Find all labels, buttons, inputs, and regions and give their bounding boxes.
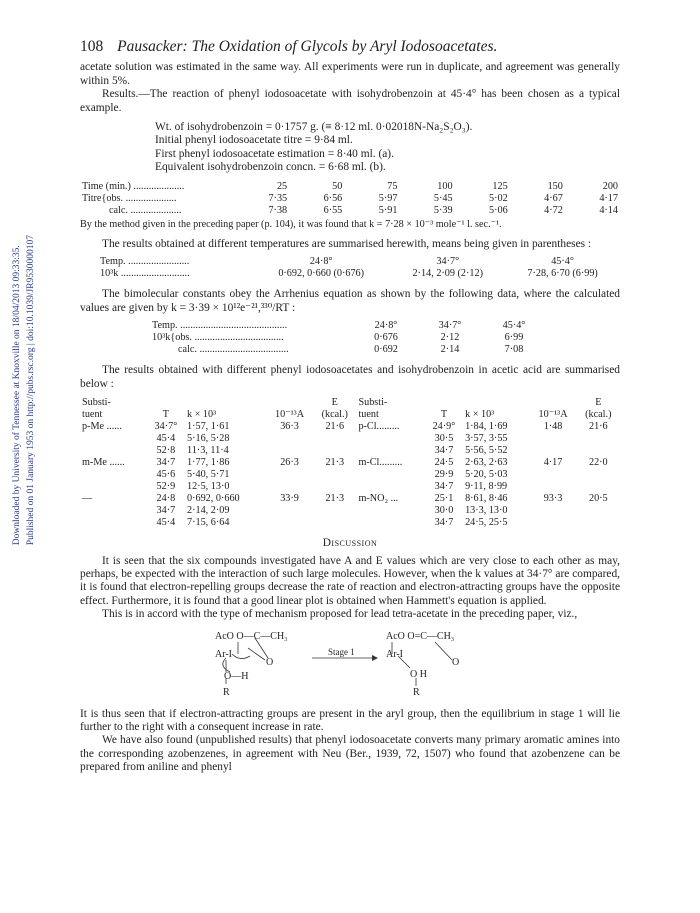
calc-cell: 5·39 bbox=[433, 204, 453, 216]
subst-header-cell: (kcal.) bbox=[585, 409, 612, 421]
arr-calc-label: calc. ................................... bbox=[178, 344, 289, 356]
subst-header-cell: 10⁻¹³A bbox=[538, 409, 568, 421]
subst-cell: 34·7° bbox=[154, 421, 178, 433]
subst-cell bbox=[529, 517, 576, 529]
titre-note: By the method given in the preceding paper (p. 104), it was found that k = 7·28 × 10⁻³ mole⁻¹ l. sec.⁻¹. bbox=[80, 218, 502, 230]
subst-header-top-row bbox=[80, 397, 620, 409]
obs-cell: 4·67 bbox=[544, 192, 563, 204]
time-cell: 125 bbox=[492, 180, 508, 192]
subst-cell: 34·7 bbox=[156, 457, 176, 469]
subst-cell bbox=[529, 505, 576, 517]
subst-cell: 36·3 bbox=[280, 421, 299, 433]
arrhenius-paragraph: The bimolecular constants obey the Arrhenius equation as shown by the following data, where the calculated values are given by k = 3·39 × 10¹²e⁻²¹,³³⁰/RT : bbox=[80, 288, 620, 314]
subst-row bbox=[80, 433, 620, 445]
subst-header-top-cell: E bbox=[595, 397, 602, 409]
calc-cell: 7·38 bbox=[268, 204, 288, 216]
arr-obs-cell: 0·676 bbox=[374, 332, 398, 344]
example-line-4: Equivalent isohydrobenzoin concn. = 6·68 ml. (b). bbox=[155, 161, 386, 174]
subst-cell bbox=[529, 433, 576, 445]
results-paragraph: Results.—The reaction of phenyl iodosoacetate with isohydrobenzoin at 45·4° has been chosen as a typical example. bbox=[80, 88, 620, 114]
subst-cell: 29·9 bbox=[434, 469, 454, 481]
subst-cell: 30·0 bbox=[434, 505, 454, 517]
arr-calc-cell: 2·14 bbox=[440, 344, 460, 356]
watermark-line-2: Published on 01 January 1953 on http://pubs.rsc.org | doi:10.1039/JR9530000107 bbox=[26, 235, 36, 546]
titre-obs-label: Titre{obs. .................... bbox=[82, 192, 177, 204]
k-cell: 7·28, 6·70 (6·99) bbox=[527, 268, 598, 280]
subst-cell: 25·1 bbox=[434, 493, 454, 505]
titre-label: Titre bbox=[82, 192, 102, 204]
scheme-left-top: AcO O—C—CH₃ bbox=[215, 630, 288, 642]
calc-cell: 6·55 bbox=[323, 204, 343, 216]
time-cell: 75 bbox=[387, 180, 398, 192]
arr-obs-row bbox=[150, 332, 546, 344]
time-cell: 100 bbox=[437, 180, 453, 192]
subst-cell: 1·48 bbox=[543, 421, 563, 433]
subst-cell: 34·7 bbox=[156, 505, 176, 517]
arr-k-label: 10³k bbox=[152, 332, 171, 344]
arr-calc-cell: 0·692 bbox=[374, 344, 398, 356]
subst-header-cell: tuent bbox=[358, 409, 379, 421]
obs-cell: 7·35 bbox=[268, 192, 288, 204]
example-line-1: Wt. of isohydrobenzoin = 0·1757 g. (≡ 8·12 ml. 0·02018N-Na₂S₂O₃). bbox=[155, 121, 473, 134]
subst-cell: 1·57, 1·61 bbox=[187, 421, 230, 433]
running-title: Pausacker: The Oxidation of Glycols by Aryl Iodosoacetates. bbox=[117, 38, 498, 55]
subst-row bbox=[80, 445, 620, 457]
subst-cell bbox=[356, 517, 424, 529]
titre-obs-row bbox=[80, 193, 620, 205]
subst-cell bbox=[313, 445, 356, 457]
subst-cell bbox=[313, 469, 356, 481]
subst-cell: m-NO₂ ... bbox=[358, 493, 399, 505]
subst-cell: 8·61, 8·46 bbox=[465, 493, 508, 505]
titre-time-row bbox=[80, 181, 620, 193]
temp-cell: 24·8° bbox=[309, 256, 333, 268]
temp-cell: 45·4° bbox=[551, 256, 574, 268]
arr-obs-label-cell: 10³k{obs. ................................... bbox=[152, 332, 284, 344]
subst-header-top-cell: E bbox=[331, 397, 338, 409]
subst-cell bbox=[313, 517, 356, 529]
subst-row bbox=[80, 457, 620, 469]
arr-calc-row bbox=[150, 344, 546, 356]
subst-row bbox=[80, 421, 620, 433]
arr-obs-label: obs. ................................... bbox=[175, 332, 284, 344]
subst-cell bbox=[577, 505, 620, 517]
subst-row bbox=[80, 469, 620, 481]
arr-obs-cell: 6·99 bbox=[504, 332, 524, 344]
substituent-table bbox=[80, 397, 620, 529]
discussion-paragraph-4: We have also found (unpublished results) that phenyl iodosoacetate converts many primary aromatic amines into the corresponding azobenzenes, in agreement with Neu (Ber., 1939, 72, 1507) who found that azobenzene can be prepared from aniline and phenyl bbox=[80, 734, 620, 774]
subst-cell bbox=[266, 517, 313, 529]
example-block bbox=[155, 121, 620, 175]
subst-cell: 93·3 bbox=[543, 493, 563, 505]
subst-cell: — bbox=[82, 493, 93, 505]
subst-cell bbox=[356, 481, 424, 493]
subst-header-row bbox=[80, 409, 620, 421]
subst-header-top-cell: Substi- bbox=[358, 397, 388, 409]
subst-cell: 20·5 bbox=[588, 493, 608, 505]
arr-temp-cell: 34·7° bbox=[438, 320, 462, 332]
k-row bbox=[80, 268, 620, 280]
subst-header-cell: 10⁻¹³A bbox=[275, 409, 305, 421]
page-content bbox=[80, 40, 620, 775]
subst-cell: 3·57, 3·55 bbox=[465, 433, 508, 445]
calc-cell: 5·91 bbox=[378, 204, 398, 216]
subst-header-top-cell: Substi- bbox=[82, 397, 111, 409]
subst-cell: m-Me ...... bbox=[82, 457, 125, 469]
obs-cell: 4·17 bbox=[599, 192, 618, 204]
subst-header-cell: T bbox=[440, 409, 448, 421]
discussion-paragraph-2: This is in accord with the type of mechanism proposed for lead tetra-acetate in the preceding paper, viz., bbox=[102, 608, 578, 621]
subst-cell: 52·9 bbox=[156, 481, 176, 493]
temp-row bbox=[80, 256, 620, 268]
subst-cell: 22·0 bbox=[588, 457, 608, 469]
subst-header-cell: k × 10³ bbox=[465, 409, 495, 421]
subst-header-top-cell bbox=[529, 397, 576, 409]
scheme-right-top: AcO O=C—CH₃ bbox=[386, 630, 455, 642]
scheme-left-o: O bbox=[266, 656, 274, 668]
subst-cell: 21·3 bbox=[325, 493, 345, 505]
subst-cell bbox=[266, 433, 313, 445]
subst-cell: 12·5, 13·0 bbox=[187, 481, 230, 493]
subst-cell: 21·3 bbox=[325, 457, 345, 469]
subst-cell: 5·20, 5·03 bbox=[465, 469, 508, 481]
subst-cell: p-Me ...... bbox=[82, 421, 122, 433]
subst-cell bbox=[529, 469, 576, 481]
obs-cell: 5·45 bbox=[433, 192, 453, 204]
subst-cell: 24·5, 25·5 bbox=[465, 517, 508, 529]
download-watermark bbox=[10, 235, 38, 545]
time-cell: 25 bbox=[276, 180, 288, 192]
subst-cell bbox=[356, 469, 424, 481]
subst-cell bbox=[577, 445, 620, 457]
time-cell: 50 bbox=[332, 180, 343, 192]
subst-cell: 2·14, 2·09 bbox=[187, 505, 230, 517]
subst-cell bbox=[313, 433, 356, 445]
arr-temp-row bbox=[150, 320, 546, 332]
discussion-paragraph-3: It is thus seen that if electron-attracting groups are present in the aryl group, then the equilibrium in stage 1 will lie further to the right with a consequent increase in rate. bbox=[80, 707, 620, 733]
subst-cell bbox=[313, 505, 356, 517]
subst-cell bbox=[577, 469, 620, 481]
subst-header-top-cell bbox=[147, 397, 185, 409]
subst-cell: 21·6 bbox=[588, 421, 608, 433]
subst-cell bbox=[577, 481, 620, 493]
subst-cell: 5·40, 5·71 bbox=[187, 469, 230, 481]
subst-cell bbox=[356, 433, 424, 445]
summary-paragraph: The results obtained with different phenyl iodosoacetates and isohydrobenzoin in acetic acid are summarised below : bbox=[80, 364, 620, 390]
time-cell: 200 bbox=[602, 180, 618, 192]
subst-cell: p-Cl......... bbox=[358, 421, 400, 433]
subst-cell bbox=[266, 505, 313, 517]
temp-label: Temp. ........................ bbox=[100, 256, 190, 268]
subst-row bbox=[80, 505, 620, 517]
subst-header-cell: (kcal.) bbox=[321, 409, 348, 421]
subst-cell bbox=[529, 445, 576, 457]
scheme-stage-label: Stage 1 bbox=[328, 646, 355, 657]
subst-cell: m-Cl......... bbox=[358, 457, 403, 469]
subst-cell: 52·8 bbox=[156, 445, 176, 457]
temperature-table bbox=[80, 256, 620, 280]
subst-cell bbox=[313, 481, 356, 493]
subst-cell bbox=[577, 433, 620, 445]
subst-cell: 2·63, 2·63 bbox=[465, 457, 508, 469]
subst-cell: 9·11, 8·99 bbox=[465, 481, 508, 493]
k-cell: 2·14, 2·09 (2·12) bbox=[412, 268, 483, 280]
temp-cell: 34·7° bbox=[436, 256, 460, 268]
subst-cell: 1·77, 1·86 bbox=[187, 457, 230, 469]
scheme-right-oh: O H bbox=[410, 668, 427, 680]
obs-cell: 5·97 bbox=[378, 192, 398, 204]
page-number: 108 bbox=[80, 38, 104, 55]
subst-cell: 45·6 bbox=[156, 469, 176, 481]
discussion-paragraph-1: It is seen that the six compounds investigated have A and E values which are very close to each other as may, perhaps, be expected with the interaction of such large molecules. However, when the k values at 34·7° are compared, it is found that electron-repelling groups decrease the rate of reaction and electron-attracting groups have the opposite effect. Furthermore, it is found that a good linear plot is obtained when Hammett's equation is applied. bbox=[80, 554, 620, 607]
arr-temp-label: Temp. .......................................... bbox=[152, 320, 288, 332]
obs-cell: 6·56 bbox=[323, 192, 343, 204]
titre-table bbox=[80, 181, 620, 217]
subst-cell bbox=[80, 433, 147, 445]
subst-row bbox=[80, 493, 620, 505]
subst-cell: 11·3, 11·4 bbox=[187, 445, 229, 457]
discussion-heading: Discussion bbox=[322, 537, 378, 550]
subst-cell: 34·7 bbox=[434, 445, 454, 457]
titre-calc-row bbox=[80, 205, 620, 217]
calc-label: calc. .................... bbox=[109, 204, 182, 216]
subst-cell: 34·7 bbox=[434, 481, 454, 493]
time-cell: 150 bbox=[547, 180, 563, 192]
scheme-left-r: R bbox=[223, 686, 230, 698]
scheme-left-oh: O—H bbox=[224, 670, 249, 682]
scheme-right-aryl: Ar-I bbox=[386, 648, 404, 660]
temps-paragraph: The results obtained at different temperatures are summarised herewith, means being given in parentheses : bbox=[102, 238, 592, 251]
subst-header-cell: T bbox=[162, 409, 169, 421]
subst-cell: 26·3 bbox=[280, 457, 299, 469]
obs-cell: 5·02 bbox=[489, 192, 508, 204]
subst-cell: 21·6 bbox=[325, 421, 345, 433]
subst-header-cell: tuent bbox=[82, 409, 103, 421]
subst-cell: 4·17 bbox=[543, 457, 563, 469]
subst-header-top-cell bbox=[425, 397, 463, 409]
subst-cell bbox=[80, 517, 147, 529]
k-cell: 0·692, 0·660 (0·676) bbox=[278, 268, 365, 280]
subst-cell: 24·5 bbox=[434, 457, 454, 469]
subst-cell: 5·16, 5·28 bbox=[187, 433, 230, 445]
scheme-bonds bbox=[80, 626, 620, 704]
scheme-right-o: O bbox=[452, 656, 460, 668]
calc-cell: 5·06 bbox=[489, 204, 508, 216]
arr-calc-cell: 7·08 bbox=[504, 344, 524, 356]
subst-header-top-cell bbox=[266, 397, 313, 409]
arr-temp-cell: 24·8° bbox=[374, 320, 398, 332]
subst-cell: 24·8 bbox=[156, 493, 176, 505]
subst-cell bbox=[80, 505, 147, 517]
subst-row bbox=[80, 481, 620, 493]
subst-cell: 30·5 bbox=[434, 433, 454, 445]
subst-row bbox=[80, 517, 620, 529]
subst-cell bbox=[80, 469, 147, 481]
subst-header-cell: k × 10³ bbox=[187, 409, 217, 421]
arr-obs-cell: 2·12 bbox=[440, 332, 460, 344]
arr-temp-cell: 45·4° bbox=[502, 320, 526, 332]
running-header bbox=[80, 40, 620, 53]
subst-cell bbox=[356, 445, 424, 457]
subst-cell: 33·9 bbox=[280, 493, 299, 505]
example-line-3: First phenyl iodosoacetate estimation = 8·40 ml. (a). bbox=[155, 147, 394, 160]
scheme-left-aryl: Ar-I bbox=[215, 648, 233, 660]
mechanism-scheme bbox=[80, 626, 620, 704]
subst-header-top-cell bbox=[463, 397, 529, 409]
subst-cell: 45·4 bbox=[156, 433, 176, 445]
time-label: Time (min.) .................... bbox=[82, 180, 185, 192]
k-label: 10³k ........................... bbox=[100, 268, 190, 280]
subst-cell bbox=[577, 517, 620, 529]
calc-cell: 4·14 bbox=[599, 204, 618, 216]
subst-cell bbox=[529, 481, 576, 493]
subst-cell: 13·3, 13·0 bbox=[465, 505, 508, 517]
subst-cell: 45·4 bbox=[156, 517, 176, 529]
obs-label: obs. .................... bbox=[106, 192, 177, 204]
example-line-2: Initial phenyl iodosoacetate titre = 9·84 ml. bbox=[155, 134, 353, 147]
watermark-line-1: Downloaded by University of Tennessee at Knoxville on 18/04/2013 09:33:35. bbox=[12, 245, 22, 546]
subst-cell: 0·692, 0·660 bbox=[187, 493, 240, 505]
subst-cell: 7·15, 6·64 bbox=[187, 517, 230, 529]
subst-cell bbox=[356, 505, 424, 517]
subst-cell bbox=[266, 481, 313, 493]
subst-cell bbox=[80, 481, 147, 493]
scheme-right-r: R bbox=[413, 686, 420, 698]
subst-header-top-cell bbox=[185, 397, 266, 409]
subst-cell: 34·7 bbox=[434, 517, 454, 529]
arrhenius-table bbox=[150, 320, 546, 356]
subst-cell bbox=[80, 445, 147, 457]
subst-cell: 24·9° bbox=[432, 421, 456, 433]
subst-cell bbox=[266, 445, 313, 457]
calc-cell: 4·72 bbox=[544, 204, 563, 216]
subst-cell bbox=[266, 469, 313, 481]
intro-paragraph-1: acetate solution was estimated in the same way. All experiments were run in duplicate, and agreement was generally within 5%. bbox=[80, 61, 620, 87]
subst-cell: 1·84, 1·69 bbox=[465, 421, 508, 433]
subst-cell: 5·56, 5·52 bbox=[465, 445, 508, 457]
